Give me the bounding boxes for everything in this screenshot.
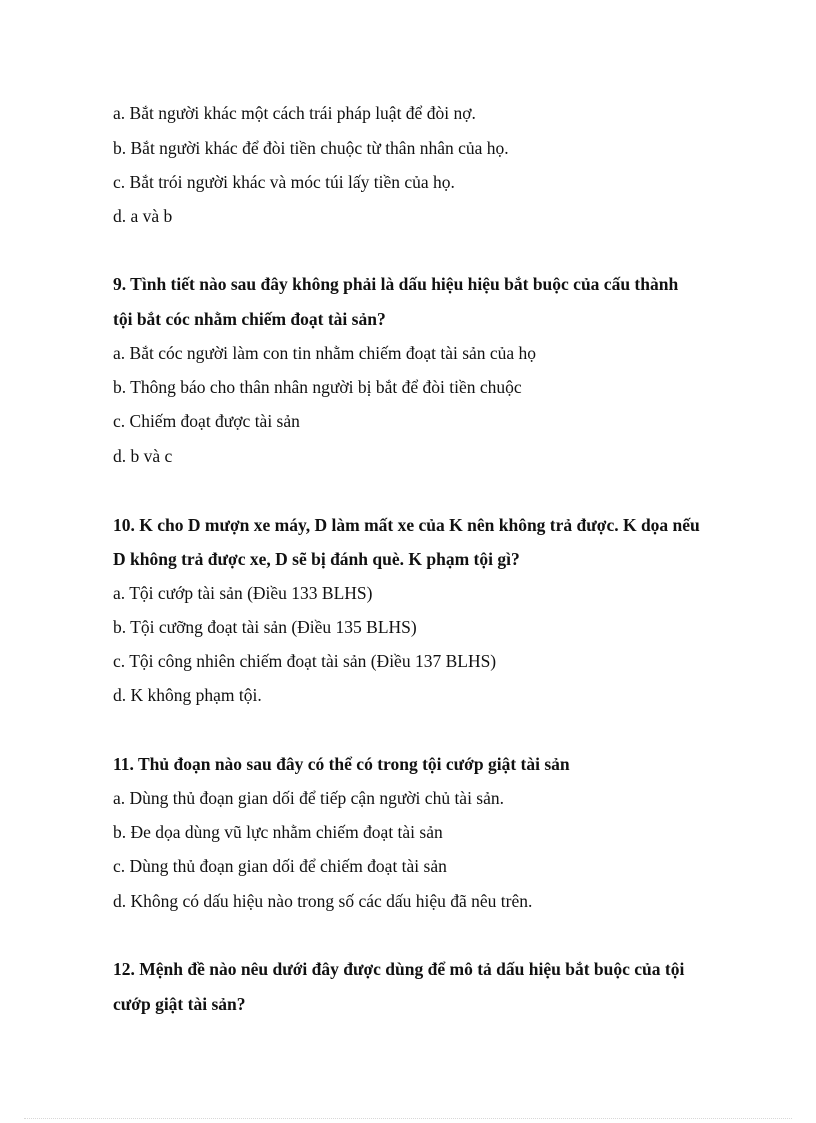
- q8-option-c: c. Bắt trói người khác và móc túi lấy tiền của họ.: [113, 172, 455, 192]
- q8-option-a: a. Bắt người khác một cách trái pháp luật để đòi nợ.: [113, 103, 476, 123]
- q10-option-b: b. Tội cưỡng đoạt tài sản (Điều 135 BLHS): [113, 617, 417, 637]
- q10-option-a: a. Tội cướp tài sản (Điều 133 BLHS): [113, 583, 373, 603]
- q10-question-line-1: 10. K cho D mượn xe máy, D làm mất xe của K nên không trả được. K dọa nếu: [113, 515, 700, 535]
- q10-option-c: c. Tội công nhiên chiếm đoạt tài sản (Điều 137 BLHS): [113, 651, 497, 671]
- q11-option-b: b. Đe dọa dùng vũ lực nhằm chiếm đoạt tài sản: [113, 822, 443, 842]
- q11-option-c: c. Dùng thủ đoạn gian dối để chiếm đoạt tài sản: [113, 856, 447, 876]
- q10-option-d: d. K không phạm tội.: [113, 685, 262, 705]
- q11-option-d: d. Không có dấu hiệu nào trong số các dấu hiệu đã nêu trên.: [113, 891, 533, 911]
- q9-option-d: d. b và c: [113, 446, 173, 466]
- q9-question-line-2: tội bắt cóc nhằm chiếm đoạt tài sản?: [113, 309, 386, 329]
- q8-option-b: b. Bắt người khác để đòi tiền chuộc từ thân nhân của họ.: [113, 138, 509, 158]
- q12-question-line-1: 12. Mệnh đề nào nêu dưới đây được dùng để mô tả dấu hiệu bắt buộc của tội: [113, 959, 685, 979]
- q9-option-c: c. Chiếm đoạt được tài sản: [113, 411, 300, 431]
- q9-question-line-1: 9. Tình tiết nào sau đây không phải là dấu hiệu hiệu bắt buộc của cấu thành: [113, 274, 679, 294]
- q8-option-d: d. a và b: [113, 206, 173, 226]
- q11-question-line-1: 11. Thủ đoạn nào sau đây có thể có trong tội cướp giật tài sản: [113, 754, 570, 774]
- q11-option-a: a. Dùng thủ đoạn gian dối để tiếp cận người chủ tài sản.: [113, 788, 505, 808]
- q10-question-line-2: D không trả được xe, D sẽ bị đánh què. K phạm tội gì?: [113, 549, 520, 569]
- page-bottom-divider: [24, 1118, 792, 1119]
- q9-option-b: b. Thông báo cho thân nhân người bị bắt để đòi tiền chuộc: [113, 377, 522, 397]
- q12-question-line-2: cướp giật tài sản?: [113, 994, 246, 1014]
- q9-option-a: a. Bắt cóc người làm con tin nhằm chiếm đoạt tài sản của họ: [113, 343, 537, 363]
